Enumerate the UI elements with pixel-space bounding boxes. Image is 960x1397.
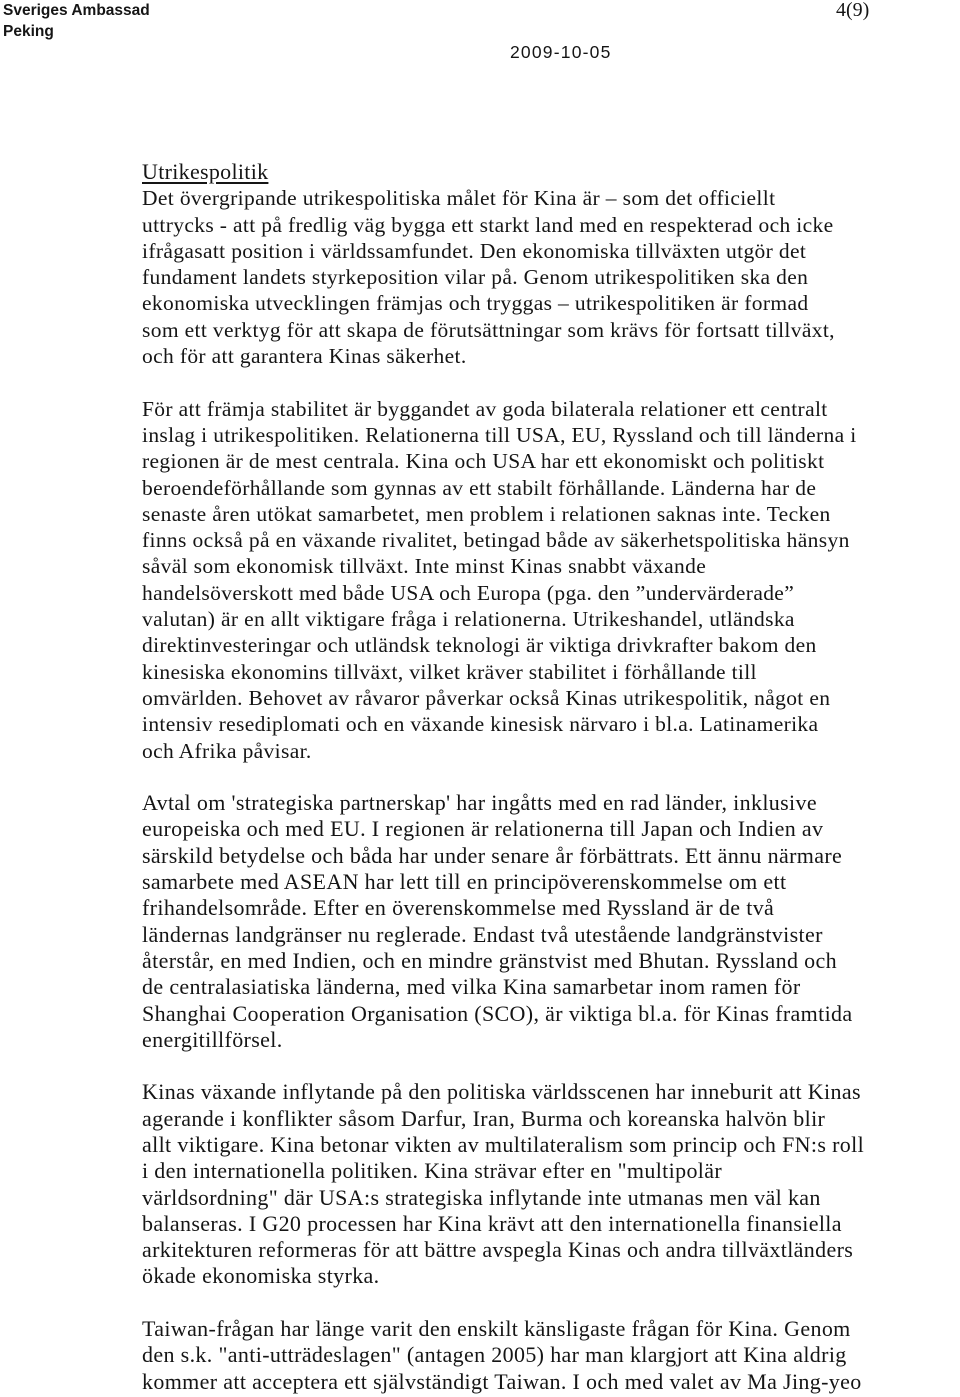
text-line: intensiv resediplomati och en växande kinesisk närvaro i bl.a. Latinamerika — [142, 712, 819, 737]
text-line: omvärlden. Behovet av råvaror påverkar också Kinas utrikespolitik, något en — [142, 685, 831, 710]
text-line: de centralasiatiska länderna, med vilka Kina samarbetar inom ramen för — [142, 974, 801, 1000]
text-line: som ett verktyg för att skapa de förutsättningar som krävs för fortsatt tillväxt, — [142, 317, 835, 342]
sender-block — [3, 0, 150, 42]
text-line: regionen är de mest centrala. Kina och USA har ett ekonomiskt och politiskt — [142, 449, 825, 474]
text-line: ifrågasatt position i världssamfundet. Den ekonomiska tillväxten utgör det — [142, 238, 807, 263]
text-line: arkitekturen reformeras för att bättre avspegla Kinas och andra tillväxtländers — [142, 1237, 854, 1263]
text-line: frihandelsområde. Efter en överenskommelse med Ryssland är de två — [142, 895, 775, 921]
paragraph — [142, 790, 864, 1053]
text-line: kommer att acceptera ett självständigt Taiwan. I och med valet av Ma Jing-yeo — [142, 1368, 862, 1394]
text-line: inslag i utrikespolitiken. Relationerna till USA, EU, Ryssland och till länderna i — [142, 422, 857, 447]
text-line: direktinvesteringar och utländsk teknologi är viktiga drivkrafter bakom den — [142, 633, 817, 658]
text-line: såväl som ekonomisk tillväxt. Inte minst Kinas snabbt växande — [142, 554, 707, 579]
document-date: 2009-10-05 — [510, 42, 612, 62]
text-line: agerande i konflikter såsom Darfur, Iran, Burma och koreanska halvön blir — [142, 1105, 826, 1131]
text-line: allt viktigare. Kina betonar vikten av multilateralism som princip och FN:s roll — [142, 1131, 865, 1157]
text-line: ökade ekonomiska styrka. — [142, 1263, 380, 1289]
text-line: och Afrika påvisar. — [142, 738, 312, 763]
text-line: kinesiska ekonomins tillväxt, vilket kräver stabilitet i förhållande till — [142, 659, 757, 684]
text-line: senaste åren utökat samarbetet, men problem i relationen saknas inte. Tecken — [142, 501, 831, 526]
text-line: ländernas landgränser nu reglerade. Endast två utestående landgränstvister — [142, 921, 823, 947]
text-line: Shanghai Cooperation Organisation (SCO), är viktiga bl.a. för Kinas framtida — [142, 1000, 853, 1026]
text-line: ekonomiska utvecklingen främjas och tryggas – utrikespolitiken är formad — [142, 291, 809, 316]
paragraph — [142, 185, 864, 369]
text-line: Kinas växande inflytande på den politiska världsscenen har inneburit att Kinas — [142, 1079, 861, 1105]
text-line: balanseras. I G20 processen har Kina krävt att den internationella finansiella — [142, 1210, 842, 1236]
text-line: den s.k. "anti-utträdeslagen" (antagen 2005) har man klargjort att Kina aldrig — [142, 1342, 847, 1368]
text-line: beroendeförhållande som gynnas av ett stabilt förhållande. Länderna har de — [142, 475, 817, 500]
text-line: Taiwan-frågan har länge varit den enskilt känsligaste frågan för Kina. Genom — [142, 1316, 851, 1342]
paragraph — [142, 1316, 864, 1395]
sender-city: Peking — [3, 23, 54, 40]
text-line: Det övergripande utrikespolitiska målet för Kina är – som det officiellt — [142, 186, 776, 211]
text-line: samarbete med ASEAN har lett till en principöverenskommelse om ett — [142, 869, 787, 895]
text-line: finns också på en växande rivalitet, betingad både av säkerhetspolitiska hänsyn — [142, 528, 850, 553]
text-line: i den internationella politiken. Kina strävar efter en "multipolär — [142, 1158, 723, 1184]
text-line: europeiska och med EU. I regionen är relationerna till Japan och Indien av — [142, 816, 824, 842]
text-line: återstår, en med Indien, och en mindre gränstvist med Bhutan. Ryssland och — [142, 947, 837, 973]
page-number: 4(9) — [836, 0, 870, 21]
sender-organization: Sveriges Ambassad — [3, 2, 150, 19]
paragraph — [142, 1079, 864, 1289]
text-line: handelsöverskott med både USA och Europa (pga. den ”undervärderade” — [142, 580, 795, 605]
text-line: energitillförsel. — [142, 1026, 283, 1052]
text-line: och för att garantera Kinas säkerhet. — [142, 344, 467, 369]
paragraph — [142, 396, 864, 764]
text-line: särskild betydelse och båda har under senare år förbättrats. Ett ännu närmare — [142, 842, 843, 868]
section-heading: Utrikespolitik — [142, 159, 269, 184]
text-line: fundament landets styrkeposition vilar på. Genom utrikespolitiken ska den — [142, 265, 809, 290]
text-line: För att främja stabilitet är byggandet av goda bilaterala relationer ett centralt — [142, 396, 828, 421]
document-body — [142, 159, 864, 1395]
text-line: uttrycks - att på fredlig väg bygga ett starkt land med en respekterad och icke — [142, 212, 834, 237]
text-line: Avtal om 'strategiska partnerskap' har ingåtts med en rad länder, inklusive — [142, 790, 817, 816]
text-line: valutan) är en allt viktigare fråga i relationerna. Utrikeshandel, utländska — [142, 607, 795, 632]
text-line: världsordning" där USA:s strategiska inflytande inte utmanas men väl kan — [142, 1184, 821, 1210]
